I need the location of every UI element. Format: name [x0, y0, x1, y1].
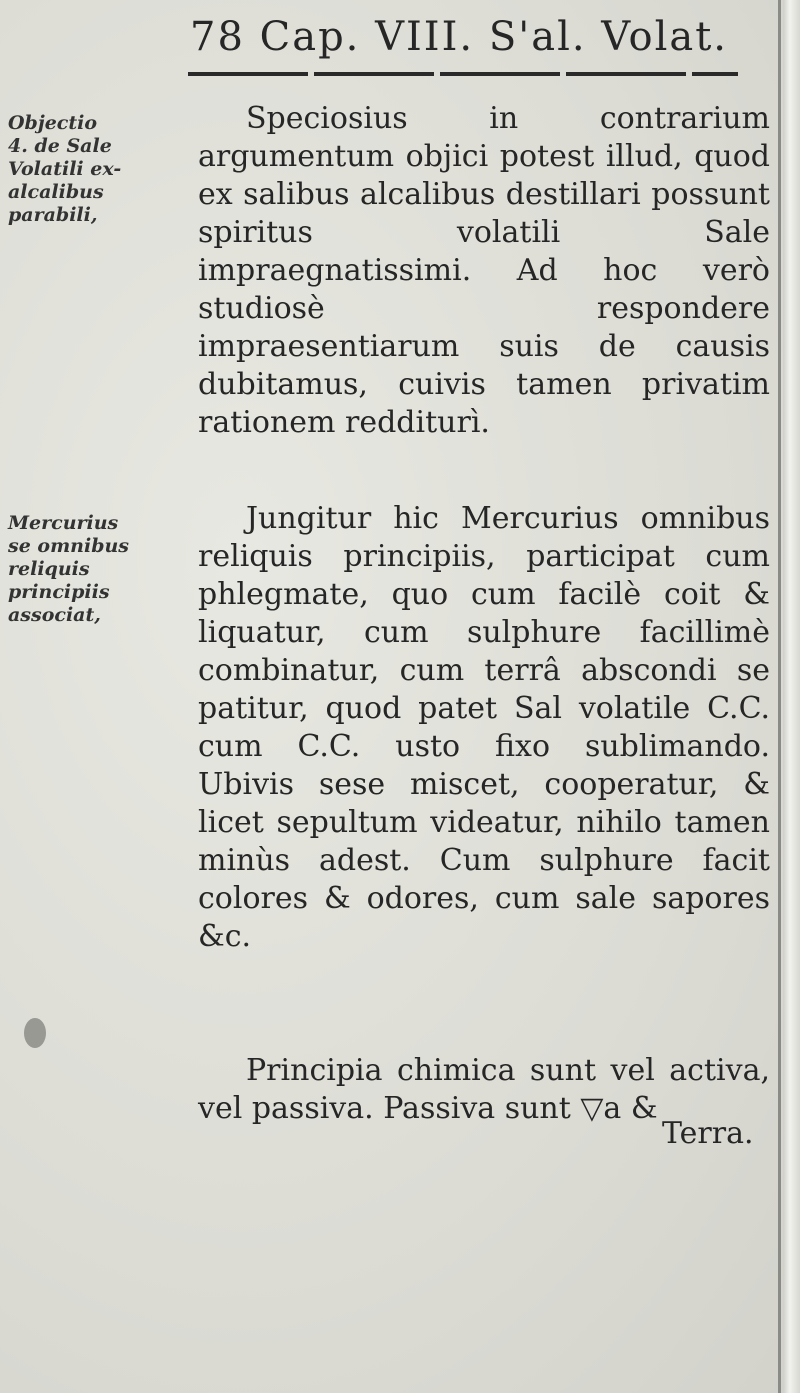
margin-note-line: Objectio — [8, 112, 98, 134]
margin-note-line: se omnibus — [8, 535, 130, 557]
margin-note-mercurius — [8, 512, 198, 627]
paragraph-mercurius — [198, 500, 770, 956]
margin-note-line: parabili, — [8, 204, 98, 226]
header-rule — [188, 72, 738, 76]
ink-smudge — [24, 1018, 46, 1048]
margin-note-line: 4. de Sale — [8, 135, 112, 157]
running-header: 78 Cap. VIII. S'al. Volat. — [190, 14, 729, 60]
margin-note-objectio — [8, 112, 198, 227]
paragraph-objectio — [198, 100, 770, 442]
paragraph-text: Principia chimica sunt vel activa, vel passiva. Passiva sunt ▽a & — [198, 1053, 770, 1126]
page-gutter-line — [778, 0, 781, 1393]
margin-note-line: Mercurius — [8, 512, 119, 534]
margin-note-line: alcalibus — [8, 181, 104, 203]
margin-note-line: reliquis — [8, 558, 90, 580]
catchword-terra: Terra. — [662, 1116, 754, 1151]
paragraph-text: Speciosius in contrarium argumentum objici potest illud, quod ex salibus alcalibus destillari possunt spiritus volatili Sale impraegnatissimi. Ad hoc verò studiosè respondere impraesentiarum suis de causis dubitamus, cuivis tamen privatim rationem redditurì. — [198, 101, 770, 440]
book-spine — [783, 0, 800, 1393]
margin-note-line: principiis — [8, 581, 110, 603]
margin-note-line: Volatili ex- — [8, 158, 122, 180]
margin-note-line: associat, — [8, 604, 101, 626]
paragraph-text: Jungitur hic Mercurius omnibus reliquis principiis, participat cum phlegmate, quo cum facilè coit & liquatur, cum sulphure facillimè combinatur, cum terrâ abscondi se patitur, quod patet Sal volatile C.C. cum C.C. usto fixo sublimando. Ubivis sese miscet, cooperatur, & licet sepultum videatur, nihilo tamen minùs adest. Cum sulphure facit colores & odores, cum sale sapores &c. — [198, 501, 770, 954]
